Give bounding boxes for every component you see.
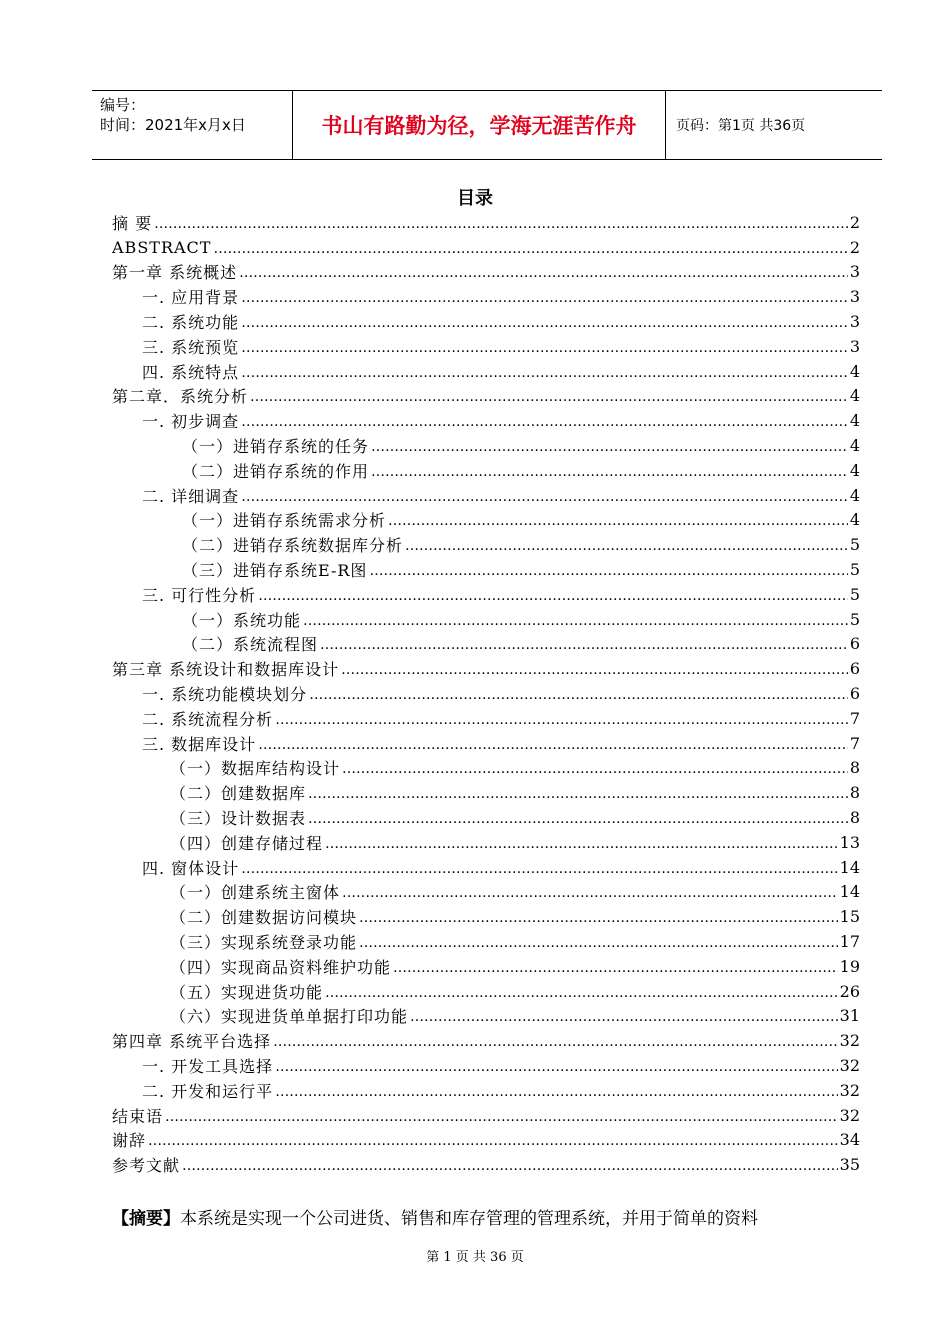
toc-entry-page: 32 [839, 1055, 860, 1075]
toc-entry-page: 34 [839, 1130, 860, 1150]
toc-leader-dots [325, 833, 838, 852]
toc-entry-page: 3 [849, 262, 860, 282]
toc-entry-title: （一）系统功能 [182, 610, 302, 630]
toc-entry-page: 15 [839, 907, 860, 927]
toc-entry-page: 4 [849, 386, 860, 406]
toc-entry-page: 13 [839, 832, 860, 852]
toc-entry[interactable] [112, 929, 860, 954]
toc-entry-title: （二）进销存系统的作用 [182, 461, 370, 481]
toc-entry-page: 17 [839, 932, 860, 951]
toc-entry[interactable] [112, 582, 860, 607]
time-label: 时间：2021年x月x日 [100, 116, 246, 134]
toc-leader-dots [239, 262, 848, 281]
toc-leader-dots [393, 957, 838, 976]
abstract-paragraph [112, 1204, 852, 1229]
toc-entry[interactable] [112, 284, 860, 309]
toc-entry-page: 5 [849, 584, 860, 604]
toc-entry-title: （六）实现进货单单据打印功能 [170, 1007, 409, 1027]
toc-entry-title: 二. 系统功能 [142, 313, 240, 333]
toc-entry-title: 一. 系统功能模块划分 [142, 685, 308, 705]
toc-entry[interactable] [112, 855, 860, 880]
toc-entry[interactable] [112, 508, 860, 533]
toc-entry-page: 4 [849, 436, 860, 456]
toc-leader-dots [410, 1006, 838, 1025]
toc-entry[interactable] [112, 1078, 860, 1103]
toc-leader-dots [275, 709, 848, 728]
toc-entry[interactable] [112, 483, 860, 508]
toc-entry[interactable] [112, 756, 860, 781]
toc-entry-title: （三）进销存系统E-R图 [182, 561, 368, 581]
toc-entry-page: 8 [849, 808, 860, 828]
toc-entry-page: 35 [839, 1155, 860, 1175]
toc-entry[interactable] [112, 532, 860, 557]
toc-entry[interactable] [112, 359, 860, 384]
toc-entry[interactable] [112, 557, 860, 582]
toc-entry-title: （二）系统流程图 [182, 635, 319, 655]
toc-entry-page: 7 [849, 708, 860, 728]
document-header [92, 90, 882, 160]
toc-leader-dots [320, 634, 848, 653]
toc-leader-dots [405, 535, 848, 554]
toc-leader-dots [241, 337, 848, 356]
toc-leader-dots [165, 1106, 838, 1125]
toc-entry[interactable] [112, 979, 860, 1004]
toc-entry-title: （一）进销存系统的任务 [182, 437, 370, 457]
toc-leader-dots [241, 858, 837, 877]
toc-entry[interactable] [112, 780, 860, 805]
toc-leader-dots [275, 1081, 837, 1100]
page-footer: 第 1 页 共 36 页 [426, 1250, 524, 1265]
toc-entry-page: 8 [849, 783, 860, 803]
toc-leader-dots [213, 238, 847, 257]
toc-entry[interactable] [112, 1028, 860, 1053]
toc-leader-dots [241, 312, 848, 331]
toc-entry-title: 第四章 系统平台选择 [112, 1032, 272, 1052]
toc-entry-page: 4 [849, 485, 860, 505]
toc-entry-title: 三. 数据库设计 [142, 734, 257, 754]
toc-entry-title: （四）创建存储过程 [170, 833, 324, 853]
toc-entry-title: 结束语 [112, 1106, 164, 1126]
toc-entry-page: 4 [849, 460, 860, 480]
toc-entry-title: （二）进销存系统数据库分析 [182, 536, 404, 556]
toc-entry-title: 第二章．系统分析 [112, 387, 249, 407]
toc-entry-title: （三）设计数据表 [170, 809, 307, 829]
toc-leader-dots [325, 982, 838, 1001]
header-meta [100, 95, 246, 135]
toc-leader-dots [148, 1130, 838, 1149]
toc-entry-page: 32 [839, 1080, 860, 1100]
toc-entry[interactable] [112, 384, 860, 409]
toc-entry-page: 14 [839, 857, 860, 877]
toc-entry-title: 第三章 系统设计和数据库设计 [112, 660, 340, 680]
toc-entry-title: 第一章 系统概述 [112, 263, 238, 283]
toc-entry-title: （二）创建数据库 [170, 784, 307, 804]
toc-entry-title: 二. 详细调查 [142, 486, 240, 506]
toc-entry-title: （三）实现系统登录功能 [170, 933, 358, 952]
toc-entry-page: 5 [849, 535, 860, 555]
header-page-info: 页码：第1页 共36页 [676, 118, 806, 134]
toc-entry[interactable] [112, 433, 860, 458]
toc-leader-dots [371, 436, 848, 455]
toc-entry-title: 摘 要 [112, 213, 153, 233]
toc-leader-dots [241, 287, 848, 306]
number-label: 编号： [100, 96, 146, 114]
toc-entry[interactable] [112, 632, 860, 657]
toc-entry-title: 二. 系统流程分析 [142, 709, 274, 729]
toc-entry-title: （一）创建系统主窗体 [170, 883, 341, 903]
toc-entry[interactable] [112, 681, 860, 706]
toc-entry-title: 参考文献 [112, 1156, 181, 1176]
toc-entry[interactable] [112, 954, 860, 979]
toc-entry[interactable] [112, 1004, 860, 1029]
toc-entry[interactable] [112, 706, 860, 731]
toc-entry-page: 3 [849, 312, 860, 332]
toc-entry[interactable] [112, 309, 860, 334]
toc-leader-dots [308, 808, 848, 827]
toc-leader-dots [275, 1056, 837, 1075]
toc-leader-dots [369, 560, 847, 579]
toc-entry[interactable] [112, 260, 860, 285]
toc-leader-dots [342, 882, 838, 901]
toc-leader-dots [273, 1031, 838, 1050]
toc-entry-title: 谢辞 [112, 1131, 147, 1151]
toc-entry[interactable] [112, 904, 860, 929]
toc-leader-dots [241, 411, 848, 430]
toc-entry[interactable] [112, 880, 860, 905]
toc-leader-dots [241, 362, 848, 381]
toc-leader-dots [309, 684, 848, 703]
toc-title: 目录 [457, 188, 493, 209]
toc-entry-page: 4 [849, 510, 860, 530]
toc-entry-page: 6 [849, 659, 860, 679]
toc-leader-dots [341, 659, 848, 678]
toc-entry[interactable] [112, 1127, 860, 1152]
toc-entry[interactable] [112, 607, 860, 632]
toc-leader-dots [371, 461, 848, 480]
toc-entry-page: 26 [839, 981, 860, 1001]
toc-entry-page: 5 [849, 560, 860, 580]
toc-entry-title: 一. 初步调查 [142, 412, 240, 432]
toc-entry[interactable] [112, 334, 860, 359]
toc-leader-dots [154, 213, 848, 232]
toc-leader-dots [359, 932, 838, 951]
toc-entry[interactable] [112, 408, 860, 433]
toc-entry-page: 5 [849, 609, 860, 629]
toc-entry-page: 14 [839, 882, 860, 902]
toc-leader-dots [250, 386, 848, 405]
toc-entry[interactable] [112, 235, 860, 260]
toc-entry-page: 7 [849, 733, 860, 753]
toc-entry-page: 2 [849, 237, 860, 257]
toc-entry-page: 3 [849, 287, 860, 307]
toc-entry-page: 32 [839, 1105, 860, 1125]
toc-entry-page: 8 [849, 758, 860, 778]
toc-entry-title: （一）数据库结构设计 [170, 759, 341, 779]
abstract-label: 【摘要】 [112, 1209, 180, 1229]
toc-entry-page: 31 [839, 1006, 860, 1026]
header-motto: 书山有路勤为径，学海无涯苦作舟 [292, 91, 666, 159]
toc-entry-title: （二）创建数据访问模块 [170, 908, 358, 928]
toc-leader-dots [258, 585, 848, 604]
toc-entry-title: （五）实现进货功能 [170, 982, 324, 1002]
toc-entry-title: （一）进销存系统需求分析 [182, 511, 387, 531]
toc-entry-title: 四. 窗体设计 [142, 858, 240, 878]
toc-leader-dots [308, 783, 848, 802]
toc-leader-dots [182, 1155, 838, 1174]
toc-entry-title: ABSTRACT [112, 237, 212, 257]
toc-entry[interactable] [112, 458, 860, 483]
toc-entry[interactable] [112, 805, 860, 830]
toc-entry-page: 32 [839, 1031, 860, 1051]
toc-leader-dots [359, 907, 838, 926]
toc-leader-dots [388, 510, 848, 529]
toc-entry-page: 2 [849, 212, 860, 232]
toc-entry-title: 一. 应用背景 [142, 288, 240, 308]
toc-leader-dots [303, 610, 848, 629]
toc-entry[interactable] [112, 1103, 860, 1128]
toc-entry-title: 四. 系统特点 [142, 362, 240, 382]
toc-entry-title: 一. 开发工具选择 [142, 1056, 274, 1076]
toc-entry-page: 4 [849, 361, 860, 381]
toc-entry-title: 二. 开发和运行平 [142, 1081, 274, 1101]
toc-entry-page: 6 [849, 684, 860, 704]
toc-entry-title: 三. 系统预览 [142, 337, 240, 357]
toc-entry[interactable] [112, 731, 860, 756]
toc-entry[interactable] [112, 1152, 860, 1177]
toc-entry[interactable] [112, 656, 860, 681]
toc-leader-dots [241, 486, 848, 505]
toc-leader-dots [258, 734, 848, 753]
table-of-contents [112, 210, 860, 1177]
toc-entry[interactable] [112, 830, 860, 855]
abstract-text: 本系统是实现一个公司进货、销售和库存管理的管理系统，并用于简单的资料 [180, 1209, 758, 1229]
toc-entry-title: （四）实现商品资料维护功能 [170, 957, 392, 977]
toc-entry-title: 三. 可行性分析 [142, 585, 257, 605]
toc-entry-page: 6 [849, 634, 860, 654]
toc-entry-page: 19 [839, 956, 860, 976]
toc-entry[interactable] [112, 1053, 860, 1078]
toc-leader-dots [342, 758, 848, 777]
toc-entry-page: 4 [849, 411, 860, 431]
toc-entry-page: 3 [849, 336, 860, 356]
toc-entry[interactable] [112, 210, 860, 235]
